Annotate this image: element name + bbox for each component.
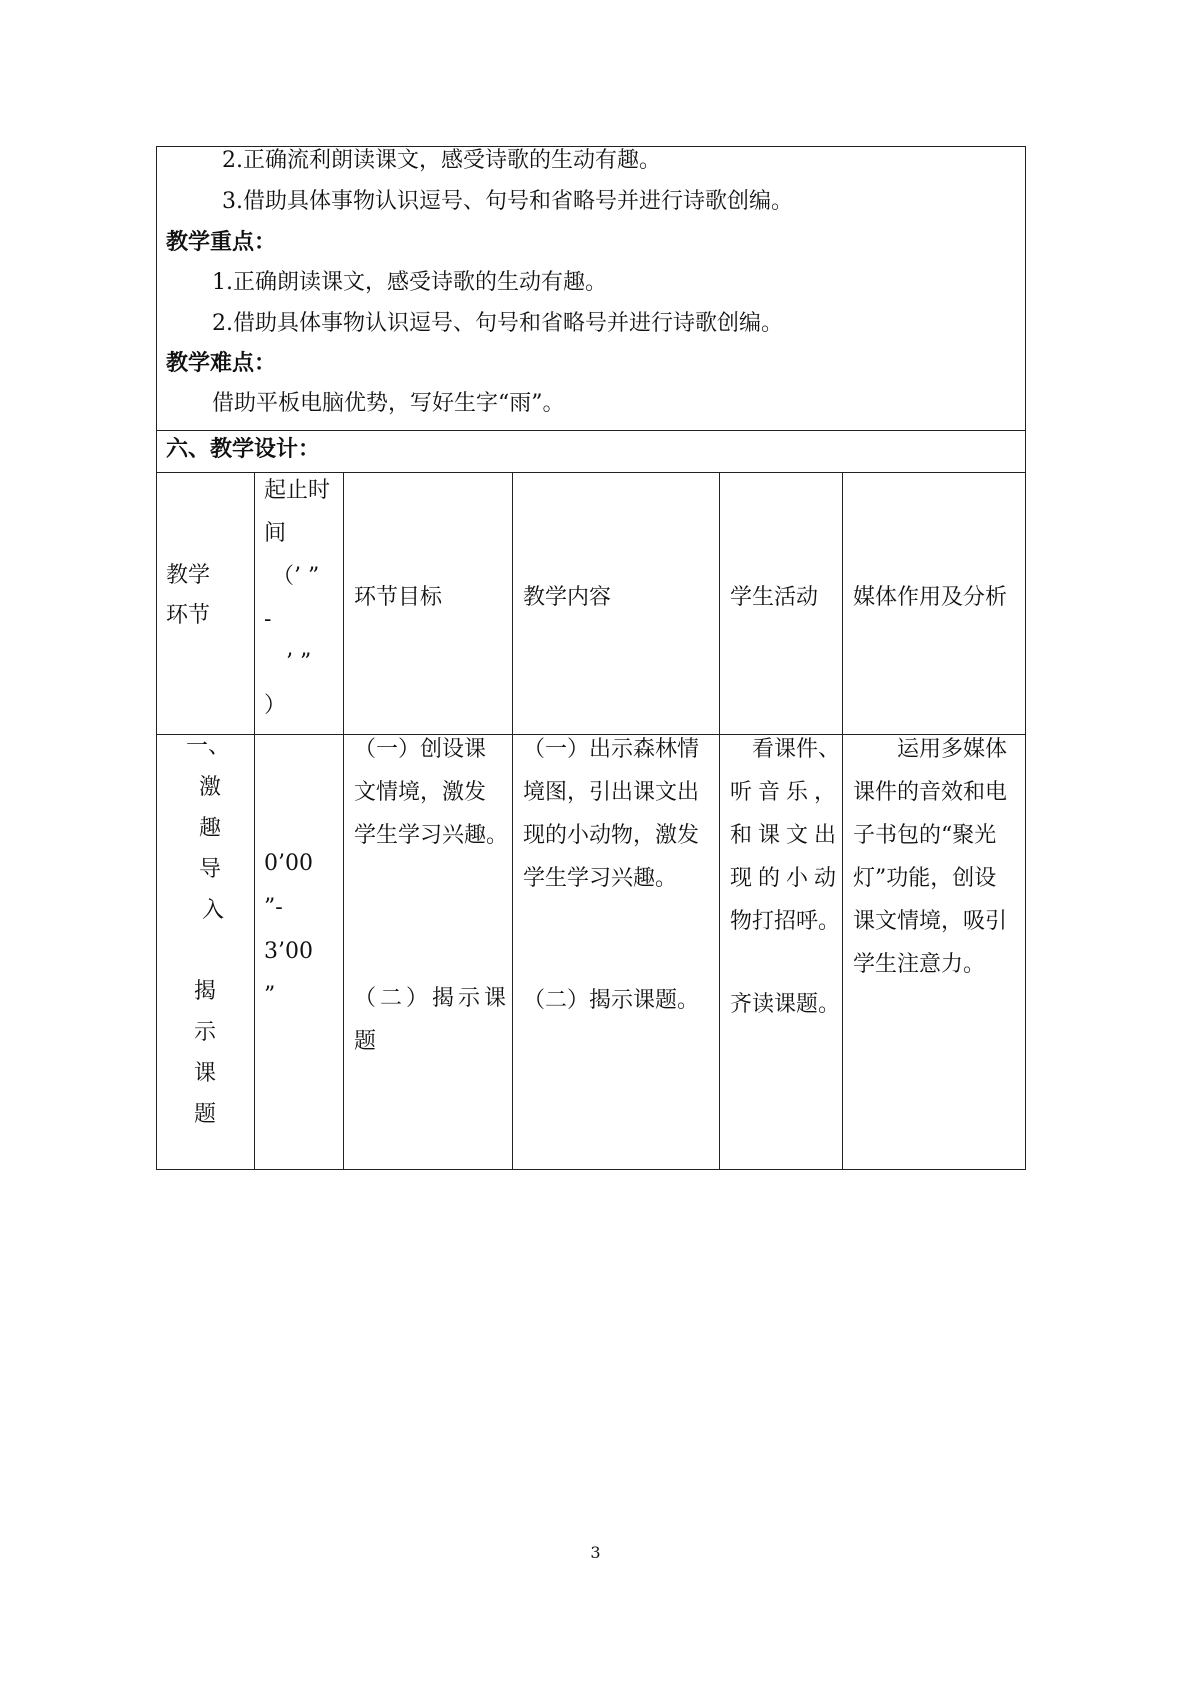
row1-media: 运用多媒体 课件的音效和电 子书包的“聚光 灯”功能，创设 课文情境，吸引 学生注意力。 bbox=[853, 737, 1008, 977]
design-heading: 六、教学设计： bbox=[166, 437, 321, 462]
col-divider-4 bbox=[719, 472, 720, 1170]
row1-activity-2: 齐读课题。 bbox=[730, 992, 841, 1017]
header-media: 媒体作用及分析 bbox=[853, 585, 1008, 610]
header-stage: 教学 环节 bbox=[166, 563, 211, 628]
row1-stage-top: 一、 激 趣 导 入 bbox=[186, 734, 231, 923]
row1-goal-2: （二）揭示课 题 bbox=[354, 986, 506, 1054]
header-activity: 学生活动 bbox=[730, 585, 819, 610]
objective-item-2: 2.正确流利朗读课文，感受诗歌的生动有趣。 bbox=[222, 148, 661, 173]
col-divider-5 bbox=[842, 472, 843, 1170]
row1-activity-1: 看课件、 听音乐， 和课文出 现的小动 物打招呼。 bbox=[730, 737, 841, 934]
col-divider-3 bbox=[512, 472, 513, 1170]
header-time: 起止时 间 （’ ” - ’ ” ） bbox=[264, 478, 331, 718]
page-number: 3 bbox=[590, 1543, 601, 1562]
header-content: 教学内容 bbox=[523, 585, 612, 610]
header-goal: 环节目标 bbox=[354, 585, 443, 610]
key-points-heading: 教学重点： bbox=[166, 230, 277, 255]
difficulties-heading: 教学难点： bbox=[166, 351, 277, 376]
key-point-item-1: 1.正确朗读课文，感受诗歌的生动有趣。 bbox=[212, 270, 607, 295]
row1-goal-1: （一）创设课 文情境，激发 学生学习兴趣。 bbox=[354, 737, 509, 848]
key-point-item-2: 2.借助具体事物认识逗号、句号和省略号并进行诗歌创编。 bbox=[212, 311, 783, 336]
row1-stage-bottom: 揭 示 课 题 bbox=[194, 979, 217, 1127]
col-divider-1 bbox=[254, 472, 255, 1170]
objective-item-3: 3.借助具体事物认识逗号、句号和省略号并进行诗歌创编。 bbox=[222, 189, 793, 214]
col-divider-2 bbox=[343, 472, 344, 1170]
row1-content-1: （一）出示森林情 境图，引出课文出 现的小动物，激发 学生学习兴趣。 bbox=[523, 737, 700, 891]
divider-design bbox=[156, 430, 1026, 431]
row1-time: 0’00 ”- 3’00 ” bbox=[264, 851, 313, 1008]
row1-content-2: （二）揭示课题。 bbox=[523, 988, 700, 1013]
difficulty-item-1: 借助平板电脑优势，写好生字“雨”。 bbox=[212, 391, 565, 416]
